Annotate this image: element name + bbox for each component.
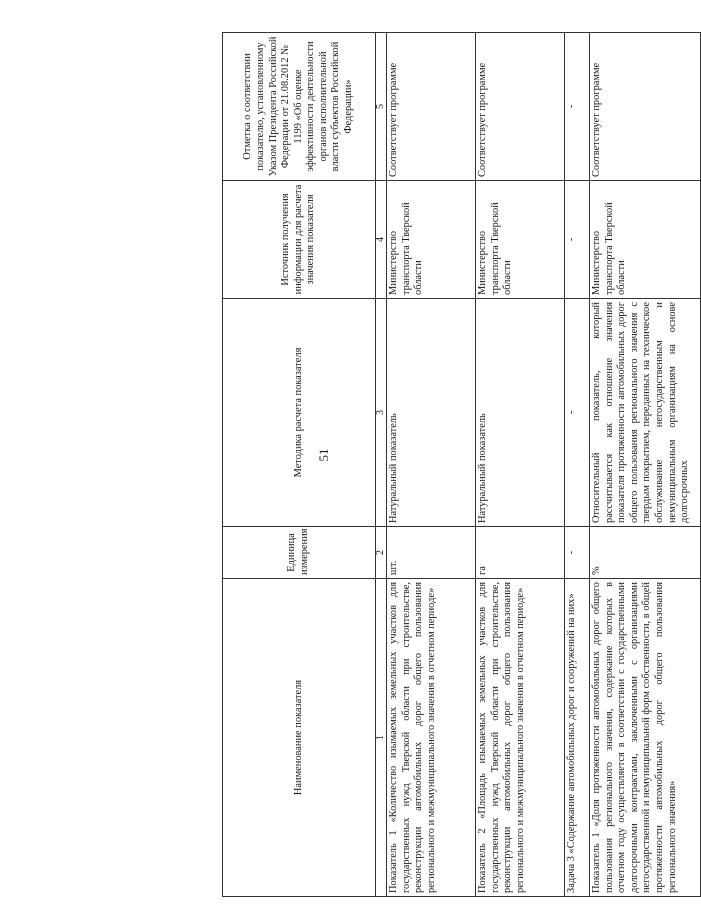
compliance-mark-cell: Соответствует программе	[590, 33, 701, 181]
column-number: 4	[376, 181, 387, 299]
indicator-name-cell: Показатель 1 «Доля протяженности автомобильных дорог общего пользования регионального значения, содержание которых в отчетном году осуществляется в соответствии с государственными долгосрочными контрактами, заключенными с организациями негосударственной и немуниципальной форм собственности, в общей протяженности автомобильных дорог общего пользования регионального значения»	[590, 579, 701, 897]
column-number: 5	[376, 33, 387, 181]
compliance-mark-cell: Соответствует программе	[387, 33, 476, 181]
method-cell: -	[565, 299, 590, 527]
rotated-table-container	[222, 33, 691, 897]
header-unit: Единица измерения	[223, 527, 376, 579]
header-source: Источник получения информации для расчета значения показателя	[223, 181, 376, 299]
source-cell: Министерство транспорта Тверской области	[590, 181, 701, 299]
table-row	[387, 33, 476, 897]
source-cell: Министерство транспорта Тверской области	[387, 181, 476, 299]
unit-cell: га	[476, 527, 565, 579]
column-number: 2	[376, 527, 387, 579]
column-number: 3	[376, 299, 387, 527]
compliance-mark-cell: Соответствует программе	[476, 33, 565, 181]
header-compliance-mark: Отметка о соответствии показателю, установленному Указом Президента Российской Федерации от 21.08.2012 № 1199 «Об оценке эффективности деятельности органов исполнительной власти субъектов Российской Федерации»	[223, 33, 376, 181]
table-row	[565, 33, 590, 897]
table-header-row	[223, 33, 376, 897]
unit-cell: %	[590, 527, 701, 579]
task-name-cell: Задача 3 «Содержание автомобильных дорог и сооружений на них»	[565, 579, 590, 897]
indicator-name-cell: Показатель 1 «Количество изымаемых земельных участков для государственных нужд Тверской области при строительстве, реконструкции автомобильных дорог общего пользования регионального и межмуниципального значения в отчетном периоде»	[387, 579, 476, 897]
indicator-name-cell: Показатель 2 «Площадь изымаемых земельных участков для государственных нужд Тверской области при строительстве, реконструкции автомобильных дорог общего пользования регионального и межмуниципального значения в отчетном периоде»	[476, 579, 565, 897]
table-row	[476, 33, 565, 897]
header-indicator-name: Наименование показателя	[223, 579, 376, 897]
header-method: Методика расчета показателя	[223, 299, 376, 527]
unit-cell: -	[565, 527, 590, 579]
source-cell: -	[565, 181, 590, 299]
method-cell: Натуральный показатель	[387, 299, 476, 527]
unit-cell: шт.	[387, 527, 476, 579]
method-cell: Натуральный показатель	[476, 299, 565, 527]
method-cell: Относительный показатель, который рассчитывается как отношение значения показателя протяженности автомобильных дорог общего пользования регионального значения с твердым покрытием, переданных на техническое обслуживание негосударственным и немуниципальным организациям на основе долгосрочных	[590, 299, 701, 527]
page-number: 51	[316, 448, 331, 462]
source-cell: Министерство транспорта Тверской области	[476, 181, 565, 299]
indicators-table	[222, 32, 701, 897]
column-number-row	[376, 33, 387, 897]
compliance-mark-cell: -	[565, 33, 590, 181]
column-number: 1	[376, 579, 387, 897]
table-row	[590, 33, 701, 897]
